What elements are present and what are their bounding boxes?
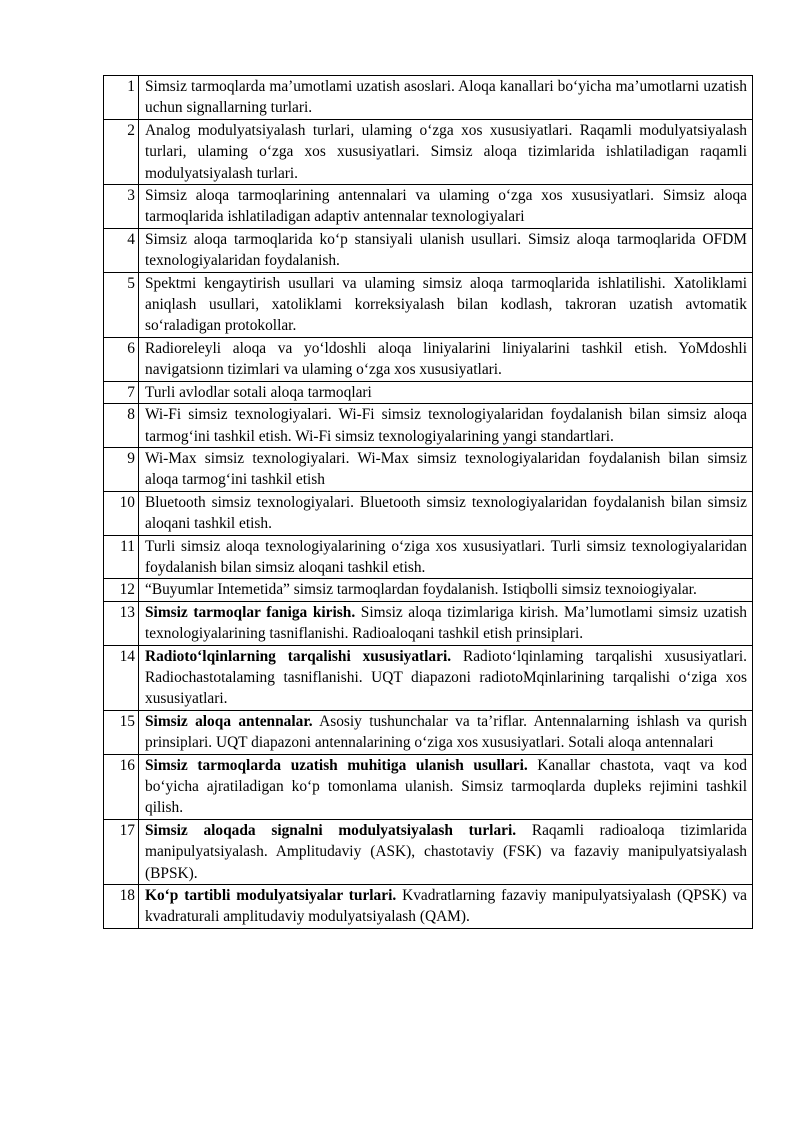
topic-cell xyxy=(139,404,753,448)
table-row xyxy=(104,579,753,601)
topic-heading: Simsiz tarmoqlarda uzatish muhitiga ulanish usullari. xyxy=(145,756,528,774)
topic-text: Turli simsiz aloqa texnologiyalarining o‘ziga xos xususiyatlari. Turli simsiz texnologiyalaridan foydalanish bilan simsiz aloqani tashkil etish. xyxy=(145,537,747,576)
topic-text: Raqamli radioaloqa tizimlarida manipulyatsiyalash. Amplitudaviy (ASK), chastotaviy (FSK) va fazaviy manipulyatsiyalash (BPSK). xyxy=(145,821,747,882)
topic-cell xyxy=(139,579,753,601)
topic-cell xyxy=(139,710,753,754)
topic-cell xyxy=(139,272,753,337)
topic-cell xyxy=(139,185,753,229)
topic-cell xyxy=(139,228,753,272)
topic-cell xyxy=(139,337,753,381)
topic-text: Wi-Max simsiz texnologiyalari. Wi-Max simsiz texnologiyalaridan foydalanish bilan simsiz aloqa tarmog‘ini tashkil etish xyxy=(145,449,747,489)
topic-text: Kanallar chastota, vaqt va kod bo‘yicha ajratiladigan ko‘p tomonlama ulanish. Simsiz tarmoqlarda dupleks rejimini tashkil qilish. xyxy=(145,756,747,817)
topic-text: Simsiz aloqa tarmoqlarida ko‘p stansiyali ulanish usullari. Simsiz aloqa tarmoqlarida OFDM texnologiyalaridan foydalanish. xyxy=(145,230,747,270)
topic-text: Bluetooth simsiz texnologiyalari. Bluetooth simsiz texnologiyalaridan foydalanish bilan simsiz aloqani tashkil etish. xyxy=(145,493,747,533)
table-row xyxy=(104,381,753,403)
table-row xyxy=(104,337,753,381)
topic-heading: Ko‘p tartibli modulyatsiyalar turlari. xyxy=(145,887,397,905)
topic-text: Analog modulyatsiyalash turlari, ulaming o‘zga xos xususiyatlari. Raqamli modulyatsiyalash turlari, ulaming o‘zga xos xususiyatlari. Simsiz aloqa tizimlarida ishlatiladigan raqamli modulyatsiyalash turlari. xyxy=(145,121,747,182)
topic-heading: Simsiz aloqa antennalar. xyxy=(145,712,313,730)
row-number: 9 xyxy=(104,447,139,491)
topic-cell xyxy=(139,754,753,819)
row-number: 1 xyxy=(104,76,139,120)
row-number: 10 xyxy=(104,491,139,535)
topic-cell xyxy=(139,819,753,884)
row-number: 4 xyxy=(104,228,139,272)
table-row xyxy=(104,491,753,535)
table-row xyxy=(104,272,753,337)
topic-cell xyxy=(139,119,753,184)
table-row xyxy=(104,119,753,184)
row-number: 11 xyxy=(104,535,139,579)
topic-cell xyxy=(139,76,753,120)
row-number: 17 xyxy=(104,819,139,884)
row-number: 6 xyxy=(104,337,139,381)
row-number: 15 xyxy=(104,710,139,754)
table-row xyxy=(104,819,753,884)
topic-cell xyxy=(139,601,753,645)
table-row xyxy=(104,404,753,448)
topic-cell xyxy=(139,535,753,579)
table-row xyxy=(104,754,753,819)
row-number: 5 xyxy=(104,272,139,337)
row-number: 2 xyxy=(104,119,139,184)
row-number: 7 xyxy=(104,381,139,403)
row-number: 18 xyxy=(104,885,139,929)
topic-heading: Radioto‘lqinlarning tarqalishi xususiyatlari. xyxy=(145,647,452,665)
table-row xyxy=(104,447,753,491)
table-row xyxy=(104,76,753,120)
topic-text: Radioto‘lqinlaming tarqalishi xususiyatlari. Radiochastotalaming tasniflanishi. UQT diapazoni radiotoMqinlarining tarqalishi o‘ziga xos xususiyatlari. xyxy=(145,647,747,708)
row-number: 3 xyxy=(104,185,139,229)
topic-cell xyxy=(139,381,753,403)
topic-text: Wi-Fi simsiz texnologiyalari. Wi-Fi simsiz texnologiyalaridan foydalanish bilan simsiz aloqa tarmog‘ini tashkil etish. Wi-Fi simsiz texnologiyalarining yangi standartlari. xyxy=(145,406,747,445)
topic-text: Kvadratlarning fazaviy manipulyatsiyalash (QPSK) va kvadraturali amplitudaviy modulyatsiyalash (QAM). xyxy=(145,887,747,926)
row-number: 14 xyxy=(104,645,139,710)
topic-text: Simsiz aloqa tarmoqlarining antennalari va ulaming o‘zga xos xususiyatlari. Simsiz aloqa tarmoqlarida ishlatiladigan adaptiv antennalar texnologiyalari xyxy=(145,187,747,226)
row-number: 12 xyxy=(104,579,139,601)
table-row xyxy=(104,645,753,710)
topic-text: Simsiz aloqa tizimlariga kirish. Ma’lumotlami simsiz uzatish texnologiyalarining tasniflanishi. Radioaloqani tashkil etish prinsiplari. xyxy=(145,603,747,643)
table-row xyxy=(104,885,753,929)
topics-table-body xyxy=(104,76,753,929)
topic-cell xyxy=(139,885,753,929)
topic-cell xyxy=(139,645,753,710)
row-number: 16 xyxy=(104,754,139,819)
topic-text: Radioreleyli aloqa va yo‘ldoshli aloqa liniyalarini liniyalarini tashkil etish. YoMdoshli navigatsionn tizimlari va ulaming o‘zga xos xususiyatlari. xyxy=(145,339,747,379)
topic-text: Asosiy tushunchalar va ta’riflar. Antennalarning ishlash va qurish prinsiplari. UQT diapazoni antennalarining o‘ziga xos xususiyatlari. Sotali aloqa antennalari xyxy=(145,712,747,752)
topics-table xyxy=(103,75,753,929)
topic-text: Spektmi kengaytirish usullari va ulaming simsiz aloqa tarmoqlarida ishlatilishi. Xatoliklami aniqlash usullari, xatoliklami korreksiyalash bilan kodlash, takroran uzatish avtomatik so‘raladigan protokollar. xyxy=(145,274,747,335)
table-row xyxy=(104,535,753,579)
topic-cell xyxy=(139,447,753,491)
table-row xyxy=(104,710,753,754)
topic-heading: Simsiz tarmoqlar faniga kirish. xyxy=(145,603,356,621)
topic-text: Turli avlodlar sotali aloqa tarmoqlari xyxy=(145,383,372,401)
table-row xyxy=(104,228,753,272)
topic-heading: Simsiz aloqada signalni modulyatsiyalash turlari. xyxy=(145,821,517,839)
topic-text: “Buyumlar Intemetida” simsiz tarmoqlardan foydalanish. Istiqbolli simsiz texnoiogiyalar. xyxy=(145,581,697,599)
table-row xyxy=(104,601,753,645)
row-number: 8 xyxy=(104,404,139,448)
topic-text: Simsiz tarmoqlarda ma’umotlami uzatish asoslari. Aloqa kanallari bo‘yicha ma’umotlarni uzatish uchun signallarning turlari. xyxy=(145,78,747,117)
topic-cell xyxy=(139,491,753,535)
table-row xyxy=(104,185,753,229)
row-number: 13 xyxy=(104,601,139,645)
